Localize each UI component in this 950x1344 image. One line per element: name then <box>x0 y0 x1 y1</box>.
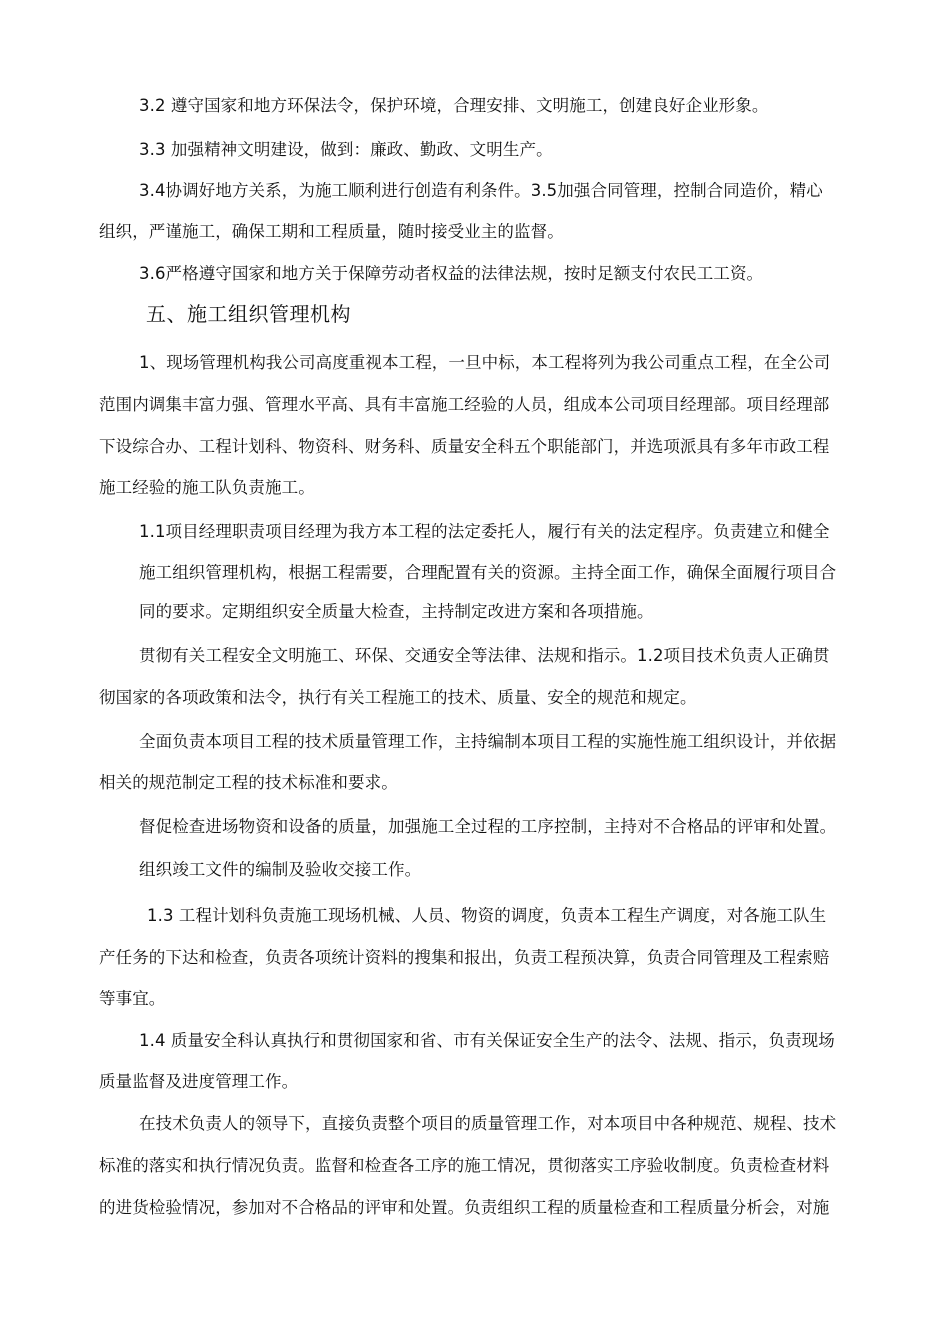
paragraph-1-3-line-1: 1.3 工程计划科负责施工现场机械、人员、物资的调度，负责本工程生产调度，对各施工队生 <box>147 906 827 925</box>
paragraph-1-1-line-1: 1.1项目经理职责项目经理为我方本工程的法定委托人，履行有关的法定程序。负责建立和健全 <box>139 522 830 541</box>
section-heading: 五、施工组织管理机构 <box>146 302 351 326</box>
paragraph-3-3: 3.3 加强精神文明建设，做到：廉政、勤政、文明生产。 <box>139 140 553 159</box>
paragraph-tech-line-2: 相关的规范制定工程的技术标准和要求。 <box>99 773 398 792</box>
paragraph-quality-line-3: 的进货检验情况，参加对不合格品的评审和处置。负责组织工程的质量检查和工程质量分析会，对施 <box>99 1198 830 1217</box>
paragraph-3-4-line-1: 3.4协调好地方关系，为施工顺利进行创造有利条件。3.5加强合同管理，控制合同造价，精心 <box>139 181 823 200</box>
paragraph-3-2: 3.2 遵守国家和地方环保法令，保护环境，合理安排、文明施工，创建良好企业形象。 <box>139 96 769 115</box>
paragraph-1-4-line-1: 1.4 质量安全科认真执行和贯彻国家和省、市有关保证安全生产的法令、法规、指示，负责现场 <box>139 1031 835 1050</box>
paragraph-quality-line-2: 标准的落实和执行情况负责。监督和检查各工序的施工情况，贯彻落实工序验收制度。负责检查材料 <box>99 1156 830 1175</box>
paragraph-1-2-line-2: 彻国家的各项政策和法令，执行有关工程施工的技术、质量、安全的规范和规定。 <box>99 688 697 707</box>
paragraph-completion: 组织竣工文件的编制及验收交接工作。 <box>139 860 422 879</box>
paragraph-1-line-2: 范围内调集丰富力强、管理水平高、具有丰富施工经验的人员，组成本公司项目经理部。项目经理部 <box>99 395 830 414</box>
paragraph-3-4-line-2: 组织，严谨施工，确保工期和工程质量，随时接受业主的监督。 <box>99 222 564 241</box>
paragraph-1-1-line-2: 施工组织管理机构，根据工程需要，合理配置有关的资源。主持全面工作，确保全面履行项目合 <box>139 563 837 582</box>
paragraph-inspection: 督促检查进场物资和设备的质量，加强施工全过程的工序控制，主持对不合格品的评审和处置。 <box>139 817 837 836</box>
paragraph-1-2-line-1: 贯彻有关工程安全文明施工、环保、交通安全等法律、法规和指示。1.2项目技术负责人正确贯 <box>139 646 830 665</box>
paragraph-1-line-3: 下设综合办、工程计划科、物资科、财务科、质量安全科五个职能部门，并选项派具有多年市政工程 <box>99 437 830 456</box>
paragraph-quality-line-1: 在技术负责人的领导下，直接负责整个项目的质量管理工作，对本项目中各种规范、规程、技术 <box>139 1114 837 1133</box>
paragraph-1-4-line-2: 质量监督及进度管理工作。 <box>99 1072 299 1091</box>
paragraph-1-1-line-3: 同的要求。定期组织安全质量大检查，主持制定改进方案和各项措施。 <box>139 602 654 621</box>
paragraph-tech-line-1: 全面负责本项目工程的技术质量管理工作，主持编制本项目工程的实施性施工组织设计，并依据 <box>139 732 837 751</box>
paragraph-1-3-line-2: 产任务的下达和检查，负责各项统计资料的搜集和报出，负责工程预决算，负责合同管理及工程索赔 <box>99 948 830 967</box>
paragraph-1-3-line-3: 等事宜。 <box>99 989 166 1008</box>
paragraph-3-6: 3.6严格遵守国家和地方关于保障劳动者权益的法律法规，按时足额支付农民工工资。 <box>139 264 764 283</box>
paragraph-1-line-1: 1、现场管理机构我公司高度重视本工程，一旦中标，本工程将列为我公司重点工程，在全公司 <box>139 353 831 372</box>
paragraph-1-line-4: 施工经验的施工队负责施工。 <box>99 478 315 497</box>
